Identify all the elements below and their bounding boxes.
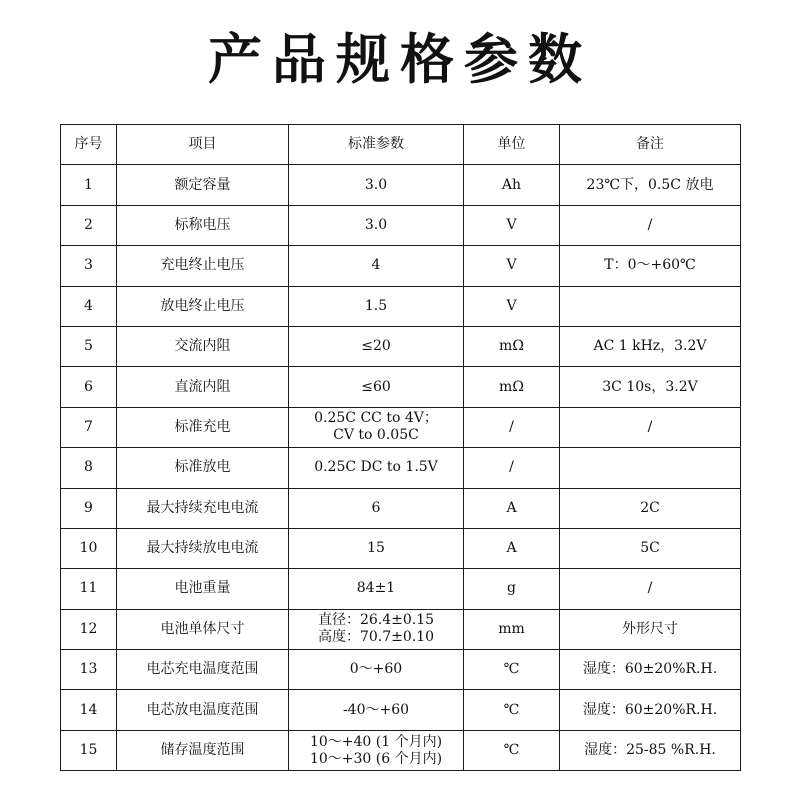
table-row	[61, 690, 741, 730]
param-line: 0.25C DC to 1.5V	[314, 459, 438, 476]
header-unit: 单位	[464, 125, 560, 165]
cell-item: 电芯充电温度范围	[117, 650, 289, 690]
table-header-row	[61, 125, 741, 165]
cell-param	[289, 367, 464, 407]
param-line: 84±1	[356, 580, 396, 597]
cell-note: 3C 10s，3.2V	[560, 367, 741, 407]
table-row	[61, 528, 741, 568]
param-line: 4	[371, 257, 381, 274]
cell-item: 电芯放电温度范围	[117, 690, 289, 730]
cell-no: 15	[61, 730, 117, 770]
cell-no: 6	[61, 367, 117, 407]
table-row	[61, 448, 741, 488]
table-row	[61, 246, 741, 286]
cell-item: 直流内阻	[117, 367, 289, 407]
cell-no: 1	[61, 165, 117, 205]
table-row	[61, 165, 741, 205]
cell-item: 最大持续放电电流	[117, 528, 289, 568]
cell-param	[289, 407, 464, 447]
cell-note: /	[560, 205, 741, 245]
cell-unit: A	[464, 528, 560, 568]
cell-item: 额定容量	[117, 165, 289, 205]
cell-param	[289, 205, 464, 245]
param-line: -40～+60	[342, 701, 410, 718]
cell-param	[289, 286, 464, 326]
header-note: 备注	[560, 125, 741, 165]
cell-item: 放电终止电压	[117, 286, 289, 326]
cell-note: 湿度：60±20%R.H.	[560, 690, 741, 730]
param-line: 0～+60	[349, 661, 403, 678]
table-row	[61, 730, 741, 770]
table-row	[61, 569, 741, 609]
cell-note	[560, 286, 741, 326]
cell-no: 2	[61, 205, 117, 245]
cell-item: 标称电压	[117, 205, 289, 245]
cell-unit: mΩ	[464, 326, 560, 366]
cell-no: 11	[61, 569, 117, 609]
table-row	[61, 367, 741, 407]
cell-no: 4	[61, 286, 117, 326]
cell-param	[289, 569, 464, 609]
spec-table-body	[61, 165, 741, 771]
cell-param	[289, 488, 464, 528]
cell-unit: ℃	[464, 650, 560, 690]
header-item: 项目	[117, 125, 289, 165]
cell-param	[289, 609, 464, 649]
table-row	[61, 205, 741, 245]
table-row	[61, 286, 741, 326]
cell-unit: A	[464, 488, 560, 528]
cell-no: 14	[61, 690, 117, 730]
cell-note: /	[560, 569, 741, 609]
cell-no: 3	[61, 246, 117, 286]
cell-no: 8	[61, 448, 117, 488]
cell-unit: V	[464, 286, 560, 326]
table-row	[61, 609, 741, 649]
cell-param	[289, 528, 464, 568]
param-line: CV to 0.05C	[333, 427, 419, 444]
cell-no: 9	[61, 488, 117, 528]
cell-unit: V	[464, 246, 560, 286]
cell-unit: g	[464, 569, 560, 609]
spec-table	[60, 124, 741, 771]
cell-note: AC 1 kHz，3.2V	[560, 326, 741, 366]
cell-no: 10	[61, 528, 117, 568]
param-line: 3.0	[364, 216, 388, 233]
cell-item: 储存温度范围	[117, 730, 289, 770]
cell-note: /	[560, 407, 741, 447]
cell-param	[289, 650, 464, 690]
cell-item: 电池单体尺寸	[117, 609, 289, 649]
param-line: 0.25C CC to 4V；	[314, 410, 438, 427]
cell-unit: ℃	[464, 690, 560, 730]
cell-unit: V	[464, 205, 560, 245]
cell-item: 交流内阻	[117, 326, 289, 366]
cell-unit: mΩ	[464, 367, 560, 407]
cell-note: 5C	[560, 528, 741, 568]
cell-note: 23℃下，0.5C 放电	[560, 165, 741, 205]
cell-no: 12	[61, 609, 117, 649]
header-no: 序号	[61, 125, 117, 165]
table-row	[61, 650, 741, 690]
cell-item: 标准充电	[117, 407, 289, 447]
page-title: 产品规格参数	[208, 28, 592, 91]
cell-item: 标准放电	[117, 448, 289, 488]
param-line: 10～+30 (6 个月内)	[309, 750, 443, 767]
cell-unit: /	[464, 407, 560, 447]
param-line: 高度：70.7±0.10	[317, 629, 435, 646]
param-line: 15	[367, 540, 385, 557]
cell-item: 充电终止电压	[117, 246, 289, 286]
cell-item: 电池重量	[117, 569, 289, 609]
cell-note	[560, 448, 741, 488]
cell-note: 外形尺寸	[560, 609, 741, 649]
cell-no: 13	[61, 650, 117, 690]
cell-note: 湿度：60±20%R.H.	[560, 650, 741, 690]
table-row	[61, 407, 741, 447]
cell-param	[289, 448, 464, 488]
cell-unit: /	[464, 448, 560, 488]
cell-no: 7	[61, 407, 117, 447]
param-line: 3.0	[364, 176, 388, 193]
cell-param	[289, 246, 464, 286]
param-line: ≤20	[361, 338, 391, 355]
param-line: 1.5	[364, 297, 388, 314]
param-line: ≤60	[361, 378, 391, 395]
table-row	[61, 326, 741, 366]
header-param: 标准参数	[289, 125, 464, 165]
cell-param	[289, 730, 464, 770]
cell-unit: mm	[464, 609, 560, 649]
cell-unit: ℃	[464, 730, 560, 770]
param-line: 10～+40 (1 个月内)	[309, 733, 443, 750]
param-line: 6	[371, 499, 381, 516]
cell-note: 2C	[560, 488, 741, 528]
cell-item: 最大持续充电电流	[117, 488, 289, 528]
cell-no: 5	[61, 326, 117, 366]
cell-note: 湿度：25-85 %R.H.	[560, 730, 741, 770]
table-row	[61, 488, 741, 528]
cell-param	[289, 165, 464, 205]
cell-param	[289, 690, 464, 730]
cell-unit: Ah	[464, 165, 560, 205]
param-line: 直径：26.4±0.15	[317, 612, 435, 629]
cell-param	[289, 326, 464, 366]
cell-note: T：0～+60℃	[560, 246, 741, 286]
